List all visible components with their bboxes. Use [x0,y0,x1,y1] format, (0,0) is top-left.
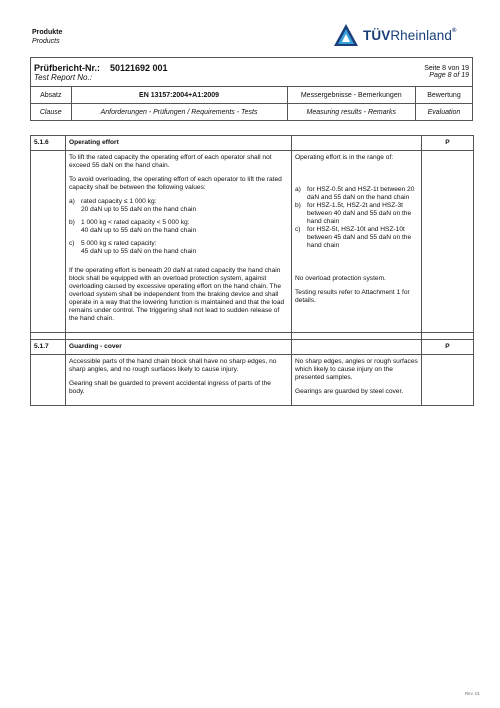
report-number: 50121692 001 [109,62,168,73]
res-overload: No overload protection system. [295,275,386,282]
col-bewertung: Bewertung [415,87,472,104]
section-body-5-1-7 [31,355,474,406]
col-evaluation: Evaluation [415,104,472,121]
req-item-b: b) 1 000 kg < rated capacity < 5 000 kg: 40 daN up to 55 daN on the hand chain [69,219,197,234]
report-label-en: Test Report No.: [34,72,92,82]
revision-label: Rev. 01 [464,691,480,696]
products-en: Products [32,38,60,45]
col-messergebnisse: Messergebnisse - Bemerkungen [287,87,415,104]
req-intro-2: To avoid overloading, the operating effort of each operator to lift the rated capacity shall be between the following values: [69,176,282,191]
res-attachment: Testing results refer to Attachment 1 for details. [295,289,410,304]
products-label [32,28,62,46]
clause-number: 5.1.7 [31,340,66,355]
res-intro: Operating effort is in the range of: [295,154,394,161]
results-cell [292,151,422,333]
col-standard: EN 13157:2004+A1:2009 [71,87,287,104]
res-item-a: a) for HSZ-0.5t and HSZ-1t between 20 daN and 55 daN on the hand chain [295,186,415,201]
report-header-table [30,57,473,121]
verdict: P [422,340,474,355]
res-item-b: b) for HSZ-1.5t, HSZ-2t and HSZ-3t between 40 daN and 55 daN on the hand chain [295,202,412,225]
verdict: P [422,136,474,151]
req-intro-1: To lift the rated capacity the operating effort of each operator shall not exceed 55 daN on the hand chain. [69,154,272,169]
section-title: Guarding - cover [66,340,292,355]
page-en: Page 8 of 19 [429,72,469,79]
res-item-c: c) for HSZ-5t, HSZ-10t and HSZ-10t between 45 daN and 55 daN on the hand chain [295,226,412,249]
logo-wordmark: TÜVRheinland® [363,27,457,43]
section-body-5-1-6 [31,151,474,333]
results-cell [292,355,422,406]
section-row-5-1-6 [31,136,474,151]
tuv-rheinland-logo [333,22,478,48]
section-row-5-1-7 [31,340,474,355]
req-guard-2: Gearing shall be guarded to prevent accidental ingress of parts of the body. [69,380,271,395]
col-absatz: Absatz [31,87,72,104]
res-guard-1: No sharp edges, angles or rough surfaces which likely to cause injury on the presented samples. [295,358,418,381]
req-overload: If the operating effort is beneath 20 daN at rated capacity the hand chain block shall be equipped with an overload protection system, against overloading caused by excessive operating effort on the hand chain. The overload system shall be independent from the braking device and shall operate in a way that the lowering function is maintained and that the load remains under control. The triggering shall not lead to sudden release of the hand chain. [69,267,285,322]
res-guard-2: Gearings are guarded by steel cover. [295,388,404,395]
page-de: Seite 8 von 19 [424,65,469,72]
requirements-cell [66,355,292,406]
section-title: Operating effort [66,136,292,151]
col-measuring: Measuring results - Remarks [287,104,415,121]
col-requirements: Anforderungen - Prüfungen / Requirements - Tests [71,104,287,121]
triangle-logo-icon [333,23,359,47]
clause-number: 5.1.6 [31,136,66,151]
req-guard-1: Accessible parts of the hand chain block shall have no sharp edges, no sharp angles, and no rough surfaces likely to cause injury. [69,358,277,373]
requirements-cell [66,151,292,333]
col-clause: Clause [31,104,72,121]
clause-table [30,135,474,406]
req-item-c: c) 5 000 kg ≤ rated capacity: 45 daN up to 55 daN on the hand chain [69,240,197,255]
req-item-a: a) rated capacity ≤ 1 000 kg: 20 daN up to 55 daN on the hand chain [69,198,197,213]
products-de: Produkte [32,29,63,36]
report-label-de: Prüfbericht-Nr.: [34,62,101,73]
